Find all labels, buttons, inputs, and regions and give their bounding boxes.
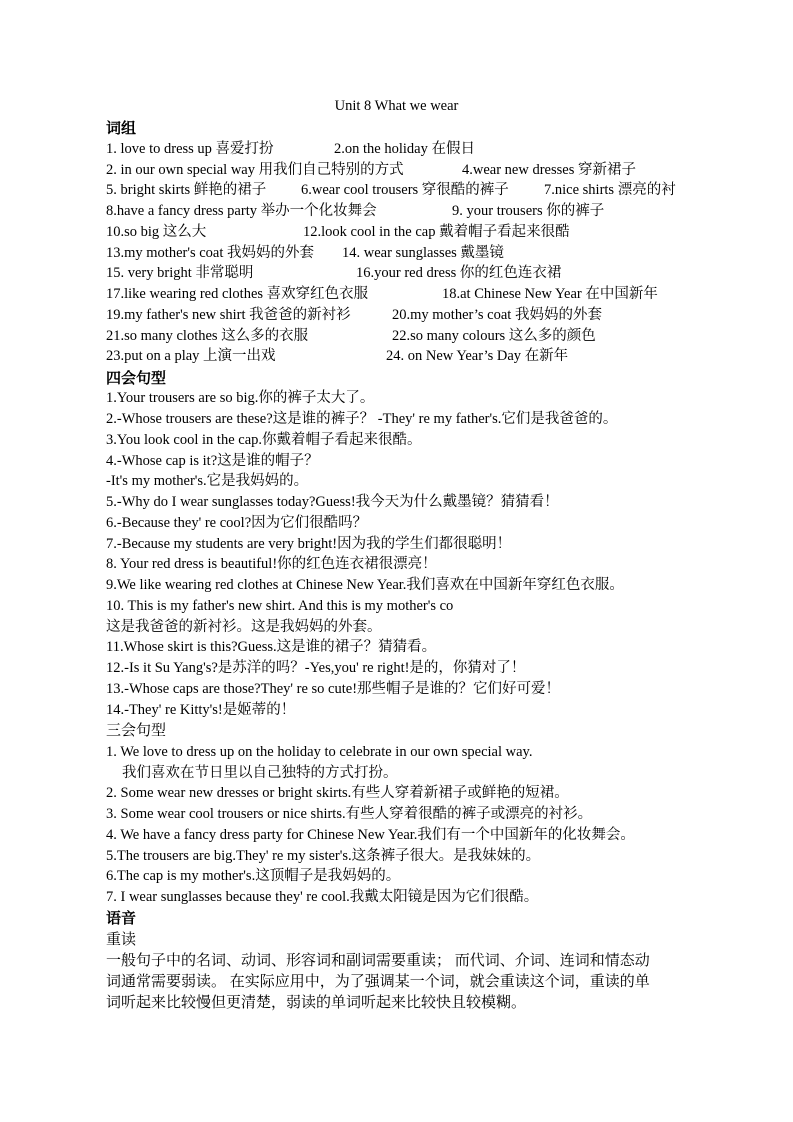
vocab-item: 13.my mother's coat 我妈妈的外套 <box>106 245 315 261</box>
vocab-item: 10.so big 这么大 <box>106 224 207 240</box>
vocab-item: 12.look cool in the cap 戴着帽子看起来很酷 <box>303 224 570 240</box>
vocab-item: 9. your trousers 你的裤子 <box>452 203 605 219</box>
vocab-item: 21.so many clothes 这么多的衣服 <box>106 328 309 344</box>
vocab-item: 24. on New Year’s Day 在新年 <box>386 348 569 364</box>
sentence-line: 我们喜欢在节日里以自己独特的方式打扮。 <box>122 765 398 781</box>
three-skills-heading: 三会句型 <box>106 723 167 739</box>
sentence-line: 2. Some wear new dresses or bright skirts.有些人穿着新裙子或鲜艳的短裙。 <box>106 785 569 801</box>
sentence-line: 14.-They' re Kitty's!是姬蒂的！ <box>106 702 296 718</box>
sentence-line: 7.-Because my students are very bright!因为我的学生们都很聪明！ <box>106 536 512 552</box>
vocab-item: 2.on the holiday 在假日 <box>334 141 475 157</box>
page-title: Unit 8 What we wear <box>334 98 459 114</box>
vocab-item: 14. wear sunglasses 戴墨镜 <box>342 245 504 261</box>
sentence-line: 4. We have a fancy dress party for Chinese New Year.我们有一个中国新年的化妆舞会。 <box>106 827 635 843</box>
vocab-item: 17.like wearing red clothes 喜欢穿红色衣服 <box>106 286 369 302</box>
sentence-line: 8. Your red dress is beautiful!你的红色连衣裙很漂亮！ <box>106 556 437 572</box>
sentence-line: 11.Whose skirt is this?Guess.这是谁的裙子？猜猜看。 <box>106 639 437 655</box>
sentence-line: 2.-Whose trousers are these?这是谁的裤子？ -They' re my father's.它们是我爸爸的。 <box>106 411 618 427</box>
vocab-item: 19.my father's new shirt 我爸爸的新衬衫 <box>106 307 351 323</box>
sentence-line: 6.-Because they' re cool?因为它们很酷吗？ <box>106 515 368 531</box>
sentence-line: 9.We like wearing red clothes at Chinese New Year.我们喜欢在中国新年穿红色衣服。 <box>106 577 624 593</box>
paragraph-line: 词通常需要弱读。 在实际应用中，为了强调某一个词，就会重读这个词，重读的单 <box>106 974 650 990</box>
vocab-item: 5. bright skirts 鲜艳的裙子 <box>106 182 267 198</box>
four-skills-heading: 四会句型 <box>106 369 167 387</box>
paragraph-line: 一般句子中的名词、动词、形容词和副词需要重读； 而代词、介词、连词和情态动 <box>106 953 650 969</box>
vocab-item: 18.at Chinese New Year 在中国新年 <box>442 286 658 302</box>
vocab-item: 20.my mother’s coat 我妈妈的外套 <box>392 307 602 323</box>
vocab-item: 4.wear new dresses 穿新裙子 <box>462 162 636 178</box>
sentence-line: 5.The trousers are big.They' re my sister's.这条裤子很大。是我妹妹的。 <box>106 848 541 864</box>
paragraph-line: 词听起来比较慢但更清楚，弱读的单词听起来比较快且较模糊。 <box>106 995 527 1011</box>
sentence-line: 12.-Is it Su Yang's?是苏洋的吗？-Yes,you' re right!是的，你猜对了！ <box>106 660 526 676</box>
vocab-item: 15. very bright 非常聪明 <box>106 265 254 281</box>
sentence-line: 3. Some wear cool trousers or nice shirts.有些人穿着很酷的裤子或漂亮的衬衫。 <box>106 806 593 822</box>
vocab-item: 6.wear cool trousers 穿很酷的裤子 <box>301 182 509 198</box>
vocab-item: 8.have a fancy dress party 举办一个化妆舞会 <box>106 203 377 219</box>
vocab-item: 2. in our own special way 用我们自己特别的方式 <box>106 162 404 178</box>
vocab-item: 22.so many colours 这么多的颜色 <box>392 328 596 344</box>
sentence-line: 这是我爸爸的新衬衫。这是我妈妈的外套。 <box>106 619 382 635</box>
vocab-item: 1. love to dress up 喜爱打扮 <box>106 141 274 157</box>
sentence-line: 3.You look cool in the cap.你戴着帽子看起来很酷。 <box>106 432 422 448</box>
sentence-line: 7. I wear sunglasses because they' re cool.我戴太阳镜是因为它们很酷。 <box>106 889 539 905</box>
sentence-line: 13.-Whose caps are those?They' re so cute!那些帽子是谁的？它们好可爱！ <box>106 681 561 697</box>
vocab-heading: 词组 <box>106 119 137 137</box>
sentence-line: 6.The cap is my mother's.这顶帽子是我妈妈的。 <box>106 868 401 884</box>
phonetics-heading: 语音 <box>106 909 137 927</box>
sentence-line: -It's my mother's.它是我妈妈的。 <box>106 473 309 489</box>
sentence-line: 5.-Why do I wear sunglasses today?Guess!我今天为什么戴墨镜？猜猜看！ <box>106 494 559 510</box>
sentence-line: 10. This is my father's new shirt. And this is my mother's co <box>106 598 454 614</box>
sentence-line: 4.-Whose cap is it?这是谁的帽子？ <box>106 453 319 469</box>
sentence-line: 1. We love to dress up on the holiday to celebrate in our own special way. <box>106 744 533 760</box>
vocab-item: 7.nice shirts 漂亮的衬 <box>544 182 676 198</box>
phonetics-subheading: 重读 <box>106 932 137 948</box>
sentence-line: 1.Your trousers are so big.你的裤子太大了。 <box>106 390 375 406</box>
vocab-item: 16.your red dress 你的红色连衣裙 <box>356 265 562 281</box>
vocab-item: 23.put on a play 上演一出戏 <box>106 348 276 364</box>
